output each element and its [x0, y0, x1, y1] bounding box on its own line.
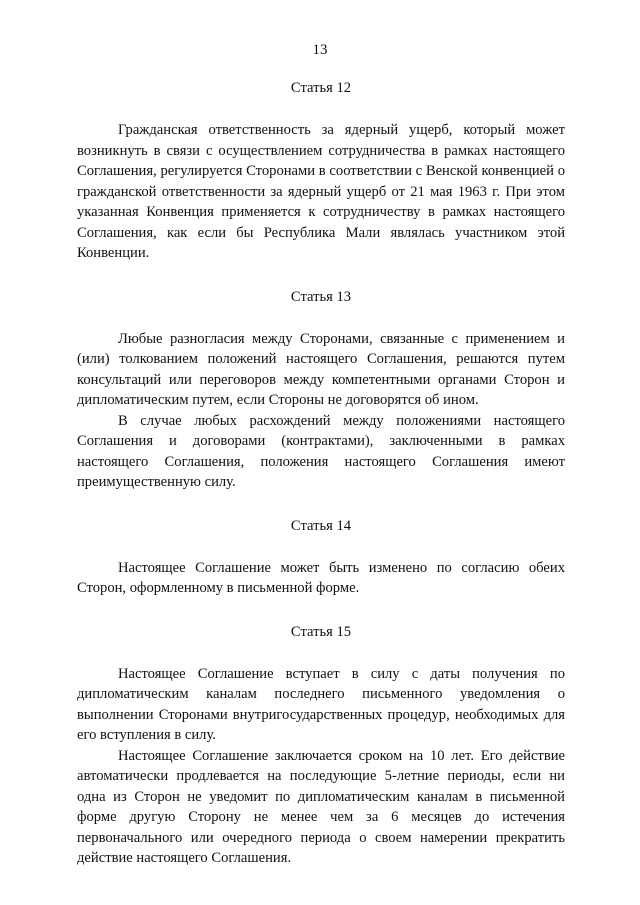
article-paragraph: Настоящее Соглашение заключается сроком на 10 лет. Его действие автоматически продлевается на последующие 5-летние периоды, если ни одна из Сторон не уведомит по дипломатическим каналам в письменной форме другую Сторону не менее чем за 6 месяцев до истечения первоначального или очередного периода о своем намерении прекратить действие настоящего Соглашения. — [77, 747, 565, 866]
article-14 — [77, 516, 565, 599]
article-title: Статья 13 — [290, 288, 352, 305]
article-paragraph: Настоящее Соглашение вступает в силу с даты получения по дипломатическим каналам последнего письменного уведомления о выполнении Сторонами внутригосударственных процедур, необходимых для его вступления в силу. — [77, 665, 565, 743]
article-paragraph: Гражданская ответственность за ядерный ущерб, который может возникнуть в связи с осуществлением сотрудничества в рамках настоящего Соглашения, регулируется Сторонами в соответствии с Венской конвенцией о гражданской ответственности за ядерный ущерб от 21 мая 1963 г. При этом указанная Конвенция применяется к сотрудничеству в рамках настоящего Соглашения, как если бы Республика Мали являлась участником этой Конвенции. — [77, 122, 565, 261]
article-title: Статья 15 — [290, 623, 352, 640]
article-12 — [77, 78, 565, 264]
document-body — [77, 78, 565, 869]
article-15 — [77, 622, 565, 869]
page-number: 13 — [312, 42, 328, 58]
article-title: Статья 12 — [290, 80, 352, 96]
article-title: Статья 14 — [290, 517, 352, 534]
article-13 — [77, 287, 565, 493]
article-paragraph: Настоящее Соглашение может быть изменено по согласию обеих Сторон, оформленному в письменной форме. — [77, 559, 565, 596]
article-paragraph: Любые разногласия между Сторонами, связанные с применением и (или) толкованием положений настоящего Соглашения, решаются путем консультаций или переговоров между компетентными органами Сторон и дипломатическим путем, если Стороны не договорятся об ином. — [77, 330, 565, 408]
article-paragraph: В случае любых расхождений между положениями настоящего Соглашения и договорами (контрактами), заключенными в рамках настоящего Соглашения, положения настоящего Соглашения имеют преимущественную силу. — [77, 412, 565, 490]
